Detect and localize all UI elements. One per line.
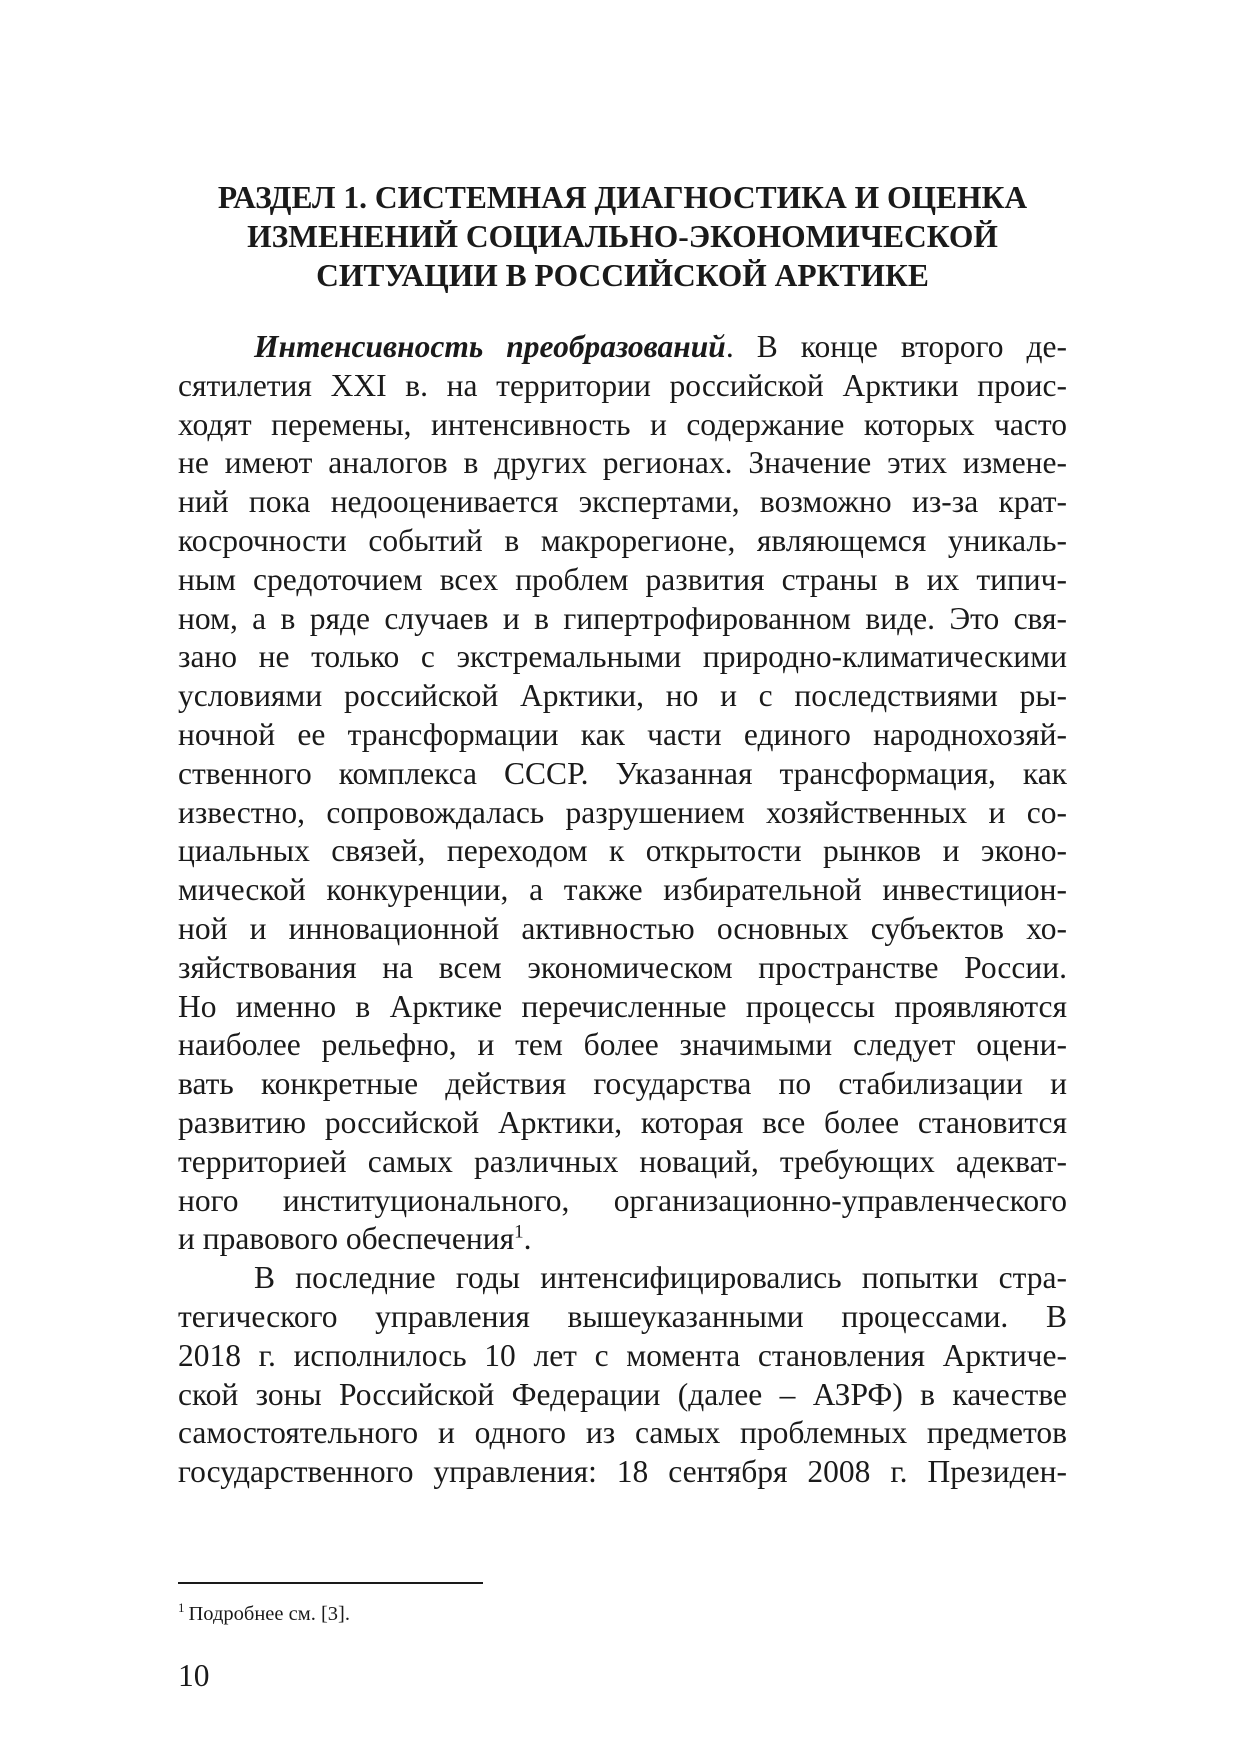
paragraph-line: развитию российской Арктики, которая все более становится	[178, 1104, 1067, 1140]
paragraph-line: не имеют аналогов в других регионах. Значение этих измене-	[178, 445, 1067, 481]
paragraph-line: ственного комплекса СССР. Указанная трансформация, как	[178, 755, 1067, 791]
paragraph-line: наиболее рельефно, и тем более значимыми следует оцени-	[178, 1027, 1067, 1063]
paragraph-line: известно, сопровождалась разрушением хозяйственных и со-	[178, 794, 1067, 830]
section-title	[178, 178, 1067, 295]
last-line-end: .	[523, 1221, 532, 1257]
paragraph-1	[178, 328, 1067, 1259]
paragraph-line: самостоятельного и одного из самых проблемных предметов	[178, 1415, 1067, 1451]
paragraph-2	[178, 1259, 1067, 1492]
footnote-reference[interactable]: 1	[514, 1221, 524, 1243]
paragraph-line: мической конкуренции, а также избирательной инвестицион-	[178, 872, 1067, 908]
lead-emphasis: Интенсивность преобразований	[254, 329, 726, 364]
lead-rest: . В конце второго де-	[725, 329, 1067, 364]
paragraph-line: ской зоны Российской Федерации (далее – АЗРФ) в качестве	[178, 1376, 1067, 1412]
paragraph-line: государственного управления: 18 сентября 2008 г. Президен-	[178, 1454, 1067, 1490]
footnote	[178, 1601, 350, 1627]
section-title-line: СИТУАЦИИ В РОССИЙСКОЙ АРКТИКЕ	[316, 258, 929, 293]
section-title-line: ИЗМЕНЕНИЙ СОЦИАЛЬНО-ЭКОНОМИЧЕСКОЙ	[247, 219, 998, 254]
last-line-text: и правового обеспечения	[178, 1221, 515, 1257]
footnote-text: Подробнее см. [3].	[188, 1603, 350, 1625]
paragraph-line: ного институционального, организационно-управленческого	[178, 1182, 1067, 1218]
paragraph-line: вать конкретные действия государства по стабилизации и	[178, 1066, 1067, 1102]
paragraph-line: ной и инновационной активностью основных субъектов хо-	[178, 910, 1067, 946]
page-number: 10	[178, 1658, 210, 1693]
body-text	[178, 328, 1067, 1492]
paragraph-line: ном, а в ряде случаев и в гипертрофированном виде. Это свя-	[178, 600, 1067, 636]
footnote-marker: 1	[178, 1600, 185, 1616]
paragraph-line: ным средоточием всех проблем развития страны в их типич-	[178, 561, 1067, 597]
paragraph-line: зяйствования на всем экономическом пространстве России.	[178, 949, 1067, 985]
paragraph-line: сятилетия XXI в. на территории российской Арктики проис-	[178, 367, 1067, 403]
paragraph-line: циальных связей, переходом к открытости рынков и эконо-	[178, 833, 1067, 869]
footnote-divider	[178, 1582, 483, 1584]
paragraph-line	[178, 1220, 1067, 1259]
paragraph-line: зано не только с экстремальными природно-климатическими	[178, 639, 1067, 675]
paragraph-line: территорией самых различных новаций, требующих адекват-	[178, 1143, 1067, 1179]
section-title-line: РАЗДЕЛ 1. СИСТЕМНАЯ ДИАГНОСТИКА И ОЦЕНКА	[217, 180, 1028, 215]
paragraph-line: В последние годы интенсифицировались попытки стра-	[254, 1260, 1067, 1296]
paragraph-line	[178, 328, 1067, 367]
paragraph-line: ний пока недооценивается экспертами, возможно из-за крат-	[178, 484, 1067, 520]
paragraph-line: 2018 г. исполнилось 10 лет с момента становления Арктиче-	[178, 1337, 1067, 1373]
paragraph-line: ночной ее трансформации как части единого народнохозяй-	[178, 716, 1067, 752]
paragraph-line: тегического управления вышеуказанными процессами. В	[178, 1298, 1067, 1334]
paragraph-line: косрочности событий в макрорегионе, являющемся уникаль-	[178, 522, 1067, 558]
paragraph-line: ходят перемены, интенсивность и содержание которых часто	[178, 406, 1067, 442]
paragraph-line: условиями российской Арктики, но и с последствиями ры-	[178, 678, 1067, 714]
paragraph-line: Но именно в Арктике перечисленные процессы проявляются	[178, 988, 1067, 1024]
